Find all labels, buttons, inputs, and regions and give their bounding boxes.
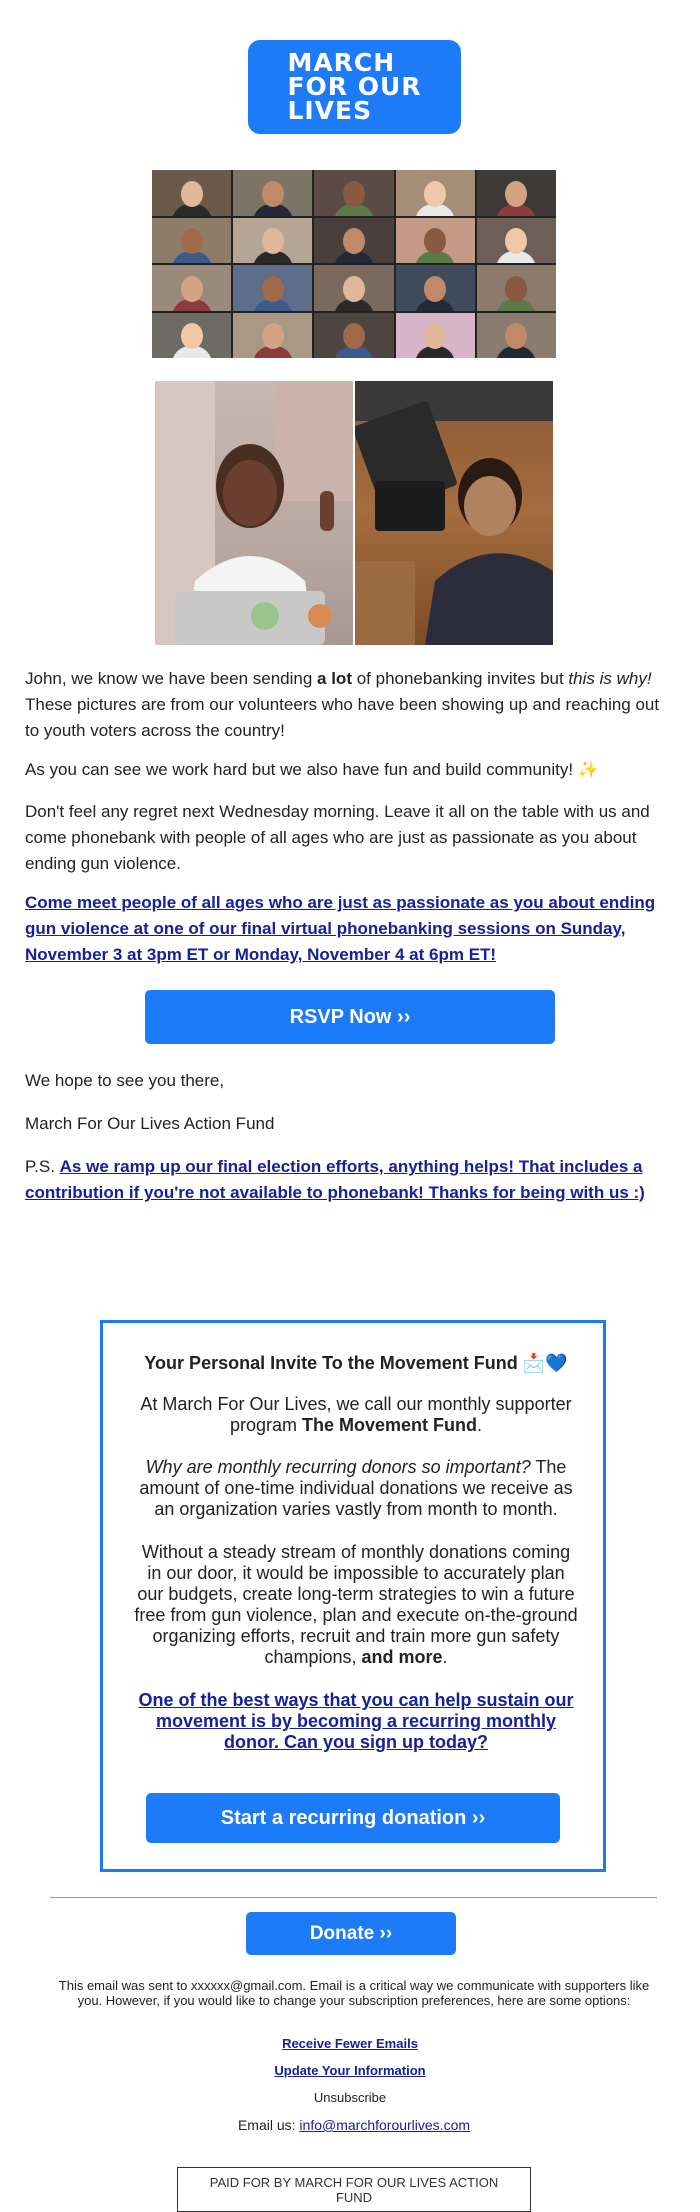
intro-italic-text: this is why! — [568, 669, 652, 688]
zoom-participant-tile — [152, 313, 231, 359]
steady-stream-paragraph — [133, 1542, 579, 1668]
ps-paragraph — [25, 1154, 675, 1206]
update-information-link[interactable]: Update Your Information — [274, 2063, 426, 2078]
monthly-donors-question: Why are monthly recurring donors so important? — [145, 1457, 531, 1477]
zoom-participant-tile — [314, 218, 393, 264]
participant-face — [181, 276, 203, 302]
footer-divider — [50, 1897, 657, 1898]
ps-donation-link[interactable]: As we ramp up our final election efforts, anything helps! That includes a contribution if you're not available to phonebank! Thanks for being with us :) — [25, 1157, 645, 1202]
email-us-line — [45, 2118, 663, 2133]
participant-face — [262, 323, 284, 349]
regret-text: Don't feel any regret next Wednesday morning. Leave it all on the table with us and come phonebank with people of all ages who are just as passionate as you about ending gun violence. — [25, 802, 650, 873]
recurring-donor-link-paragraph — [133, 1690, 579, 1753]
intro-paragraph — [25, 666, 675, 744]
recurring-donor-link[interactable]: One of the best ways that you can help sustain our movement is by becoming a recurring monthly donor. Can you sign up today? — [138, 1690, 574, 1752]
steady-stream-text: Without a steady stream of monthly donations coming in our door, it would be impossible to accurately plan our budgets, create long-term strategies to win a future free from gun violence, plan and execute on-the-ground organizing efforts, recruit and train more gun safety champions, — [134, 1542, 578, 1667]
subscription-notice: This email was sent to xxxxxx@gmail.com. Email is a critical way we communicate with supporters like you. However, if you would like to change your subscription preferences, here are some options: — [58, 1978, 650, 2008]
intro-bold-text: a lot — [317, 669, 352, 688]
donate-button[interactable]: Donate ›› — [246, 1912, 456, 1955]
zoom-participant-tile — [477, 265, 556, 311]
participant-face — [424, 276, 446, 302]
participant-face — [181, 228, 203, 254]
zoom-participant-tile — [477, 170, 556, 216]
logo-line-2: FOR OUR — [287, 72, 422, 101]
envelope-heart-icon: 📩💙 — [522, 1353, 568, 1373]
zoom-participant-tile — [396, 218, 475, 264]
movement-fund-box — [100, 1320, 606, 1872]
intro-text-end: These pictures are from our volunteers who have been showing up and reaching out to youth voters across the country! — [25, 695, 660, 740]
regret-paragraph — [25, 799, 675, 877]
logo-line-1: MARCH — [287, 48, 396, 77]
zoom-participant-tile — [152, 218, 231, 264]
participant-face — [505, 181, 527, 207]
participant-face — [424, 181, 446, 207]
participant-face — [505, 276, 527, 302]
zoom-participant-tile — [396, 170, 475, 216]
zoom-participant-tile — [477, 218, 556, 264]
rsvp-now-button[interactable]: RSVP Now ›› — [145, 990, 555, 1044]
movement-fund-name: The Movement Fund — [302, 1415, 477, 1435]
volunteer-zoom-collage-image — [152, 170, 556, 358]
phonebank-link-paragraph — [25, 890, 675, 968]
zoom-participant-tile — [152, 265, 231, 311]
hope-text: We hope to see you there, — [25, 1071, 225, 1090]
steady-stream-end: . — [442, 1647, 448, 1667]
ps-prefix: P.S. — [25, 1157, 60, 1176]
participant-face — [424, 323, 446, 349]
movement-fund-title — [133, 1353, 579, 1374]
participant-face — [505, 323, 527, 349]
movement-fund-intro-text: At March For Our Lives, we call our monthly supporter program — [140, 1394, 572, 1435]
start-recurring-donation-button[interactable]: Start a recurring donation ›› — [146, 1793, 560, 1843]
community-text: As you can see we work hard but we also have fun and build community! — [25, 760, 574, 779]
participant-face — [181, 323, 203, 349]
signature-paragraph — [25, 1111, 675, 1137]
march-for-our-lives-logo[interactable] — [248, 40, 461, 134]
paid-for-disclaimer: PAID FOR BY MARCH FOR OUR LIVES ACTION FUND — [177, 2167, 531, 2212]
hope-paragraph — [25, 1068, 675, 1094]
participant-face — [181, 181, 203, 207]
steady-stream-bold: and more — [361, 1647, 443, 1667]
intro-text-start: John, we know we have been sending — [25, 669, 318, 688]
email-us-label: Email us: — [237, 2117, 300, 2133]
zoom-participant-tile — [396, 265, 475, 311]
zoom-participant-tile — [152, 170, 231, 216]
participant-face — [262, 276, 284, 302]
signature-text: March For Our Lives Action Fund — [25, 1114, 275, 1133]
movement-fund-title-text: Your Personal Invite To the Movement Fund — [144, 1353, 518, 1373]
participant-face — [424, 228, 446, 254]
participant-face — [343, 276, 365, 302]
receive-fewer-emails-link[interactable]: Receive Fewer Emails — [282, 2036, 418, 2051]
zoom-participant-tile — [314, 265, 393, 311]
monthly-donors-paragraph — [133, 1457, 579, 1520]
participant-face — [343, 228, 365, 254]
phonebank-sessions-link[interactable]: Come meet people of all ages who are just as passionate as you about ending gun violence at one of our final virtual phonebanking sessions on Sunday, November 3 at 3pm ET or Monday, November 4 at 6pm ET! — [25, 893, 656, 964]
participant-face — [505, 228, 527, 254]
volunteer-photo-smiling-man — [355, 381, 553, 645]
intro-text-mid: of phonebanking invites but — [351, 669, 569, 688]
logo-line-3: LIVES — [287, 96, 373, 125]
monthly-donors-text: The amount of one-time individual donations we receive as an organization varies vastly from month to month. — [139, 1457, 573, 1519]
participant-face — [343, 181, 365, 207]
zoom-participant-tile — [477, 313, 556, 359]
participant-face — [262, 228, 284, 254]
unsubscribe-link[interactable]: Unsubscribe — [313, 2090, 387, 2105]
participant-face — [343, 323, 365, 349]
movement-fund-intro — [133, 1394, 579, 1436]
zoom-participant-tile — [314, 170, 393, 216]
contact-email-link[interactable]: info@marchforourlives.com — [299, 2117, 471, 2133]
zoom-participant-tile — [396, 313, 475, 359]
sparkles-icon: ✨ — [577, 760, 599, 779]
volunteer-photo-smiling-woman — [155, 381, 353, 645]
community-paragraph — [25, 757, 675, 783]
participant-face — [262, 181, 284, 207]
movement-fund-intro-end: . — [477, 1415, 483, 1435]
zoom-participant-tile — [233, 170, 312, 216]
zoom-participant-tile — [233, 265, 312, 311]
zoom-participant-tile — [233, 218, 312, 264]
zoom-participant-tile — [314, 313, 393, 359]
zoom-participant-tile — [233, 313, 312, 359]
